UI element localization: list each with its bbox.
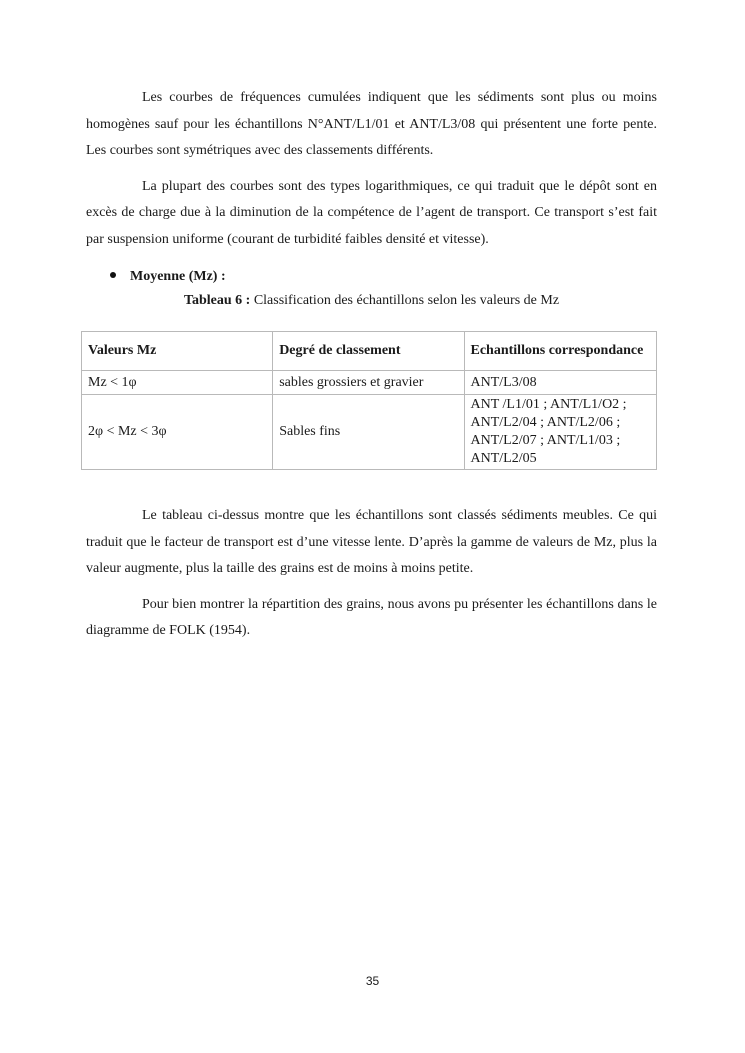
paragraph-folk-diagram: Pour bien montrer la répartition des grains, nous avons pu présenter les échantillons dans le diagramme de FOLK (1954). xyxy=(86,596,657,638)
bullet-dot-icon xyxy=(110,272,116,278)
table-header-row xyxy=(82,332,657,371)
conclusion-text xyxy=(86,503,657,645)
paragraph-logarithmic-curves: La plupart des courbes sont des types logarithmiques, ce qui traduit que le dépôt sont en excès de charge due à la diminution de la compétence de l’agent de transport. Ce transport s’est fait par suspension uniforme (courant de turbidité faibles densité et vitesse). xyxy=(86,178,657,247)
header-degre-classement: Degré de classement xyxy=(273,332,464,371)
caption-label: Tableau 6 : xyxy=(183,293,251,308)
table-cell: Sables fins xyxy=(273,395,464,470)
mz-classification-table xyxy=(81,331,657,470)
intro-text xyxy=(86,85,657,253)
header-echantillons: Echantillons correspondance xyxy=(464,332,657,371)
table-cell: 2φ < Mz < 3φ xyxy=(82,395,273,470)
bullet-label: Moyenne (Mz) : xyxy=(130,269,226,284)
table-cell: ANT/L3/08 xyxy=(464,371,657,395)
table-cell: ANT /L1/01 ; ANT/L1/O2 ; ANT/L2/04 ; ANT/L2/06 ; ANT/L2/07 ; ANT/L1/03 ; ANT/L2/05 xyxy=(464,395,657,470)
paragraph-cumulative-curves: Les courbes de fréquences cumulées indiquent que les sédiments sont plus ou moins homogènes sauf pour les échantillons N°ANT/L1/01 et ANT/L3/08 qui présentent une forte pente. Les courbes sont symétriques avec des classements différents. xyxy=(86,90,657,158)
bullet-moyenne xyxy=(110,266,226,288)
page-number: 35 xyxy=(365,974,380,988)
table-cell: sables grossiers et gravier xyxy=(273,371,464,395)
caption-text: Classification des échantillons selon les valeurs de Mz xyxy=(253,293,560,308)
table-caption xyxy=(86,291,657,311)
table-cell: Mz < 1φ xyxy=(82,371,273,395)
header-valeurs-mz: Valeurs Mz xyxy=(82,332,273,371)
table-row xyxy=(82,395,657,470)
paragraph-table-interpretation: Le tableau ci-dessus montre que les échantillons sont classés sédiments meubles. Ce qui traduit que le facteur de transport est d’une vitesse lente. D’après la gamme de valeurs de Mz, plus la valeur augmente, plus la taille des grains est de moins à moins petite. xyxy=(86,508,657,576)
table-row xyxy=(82,371,657,395)
